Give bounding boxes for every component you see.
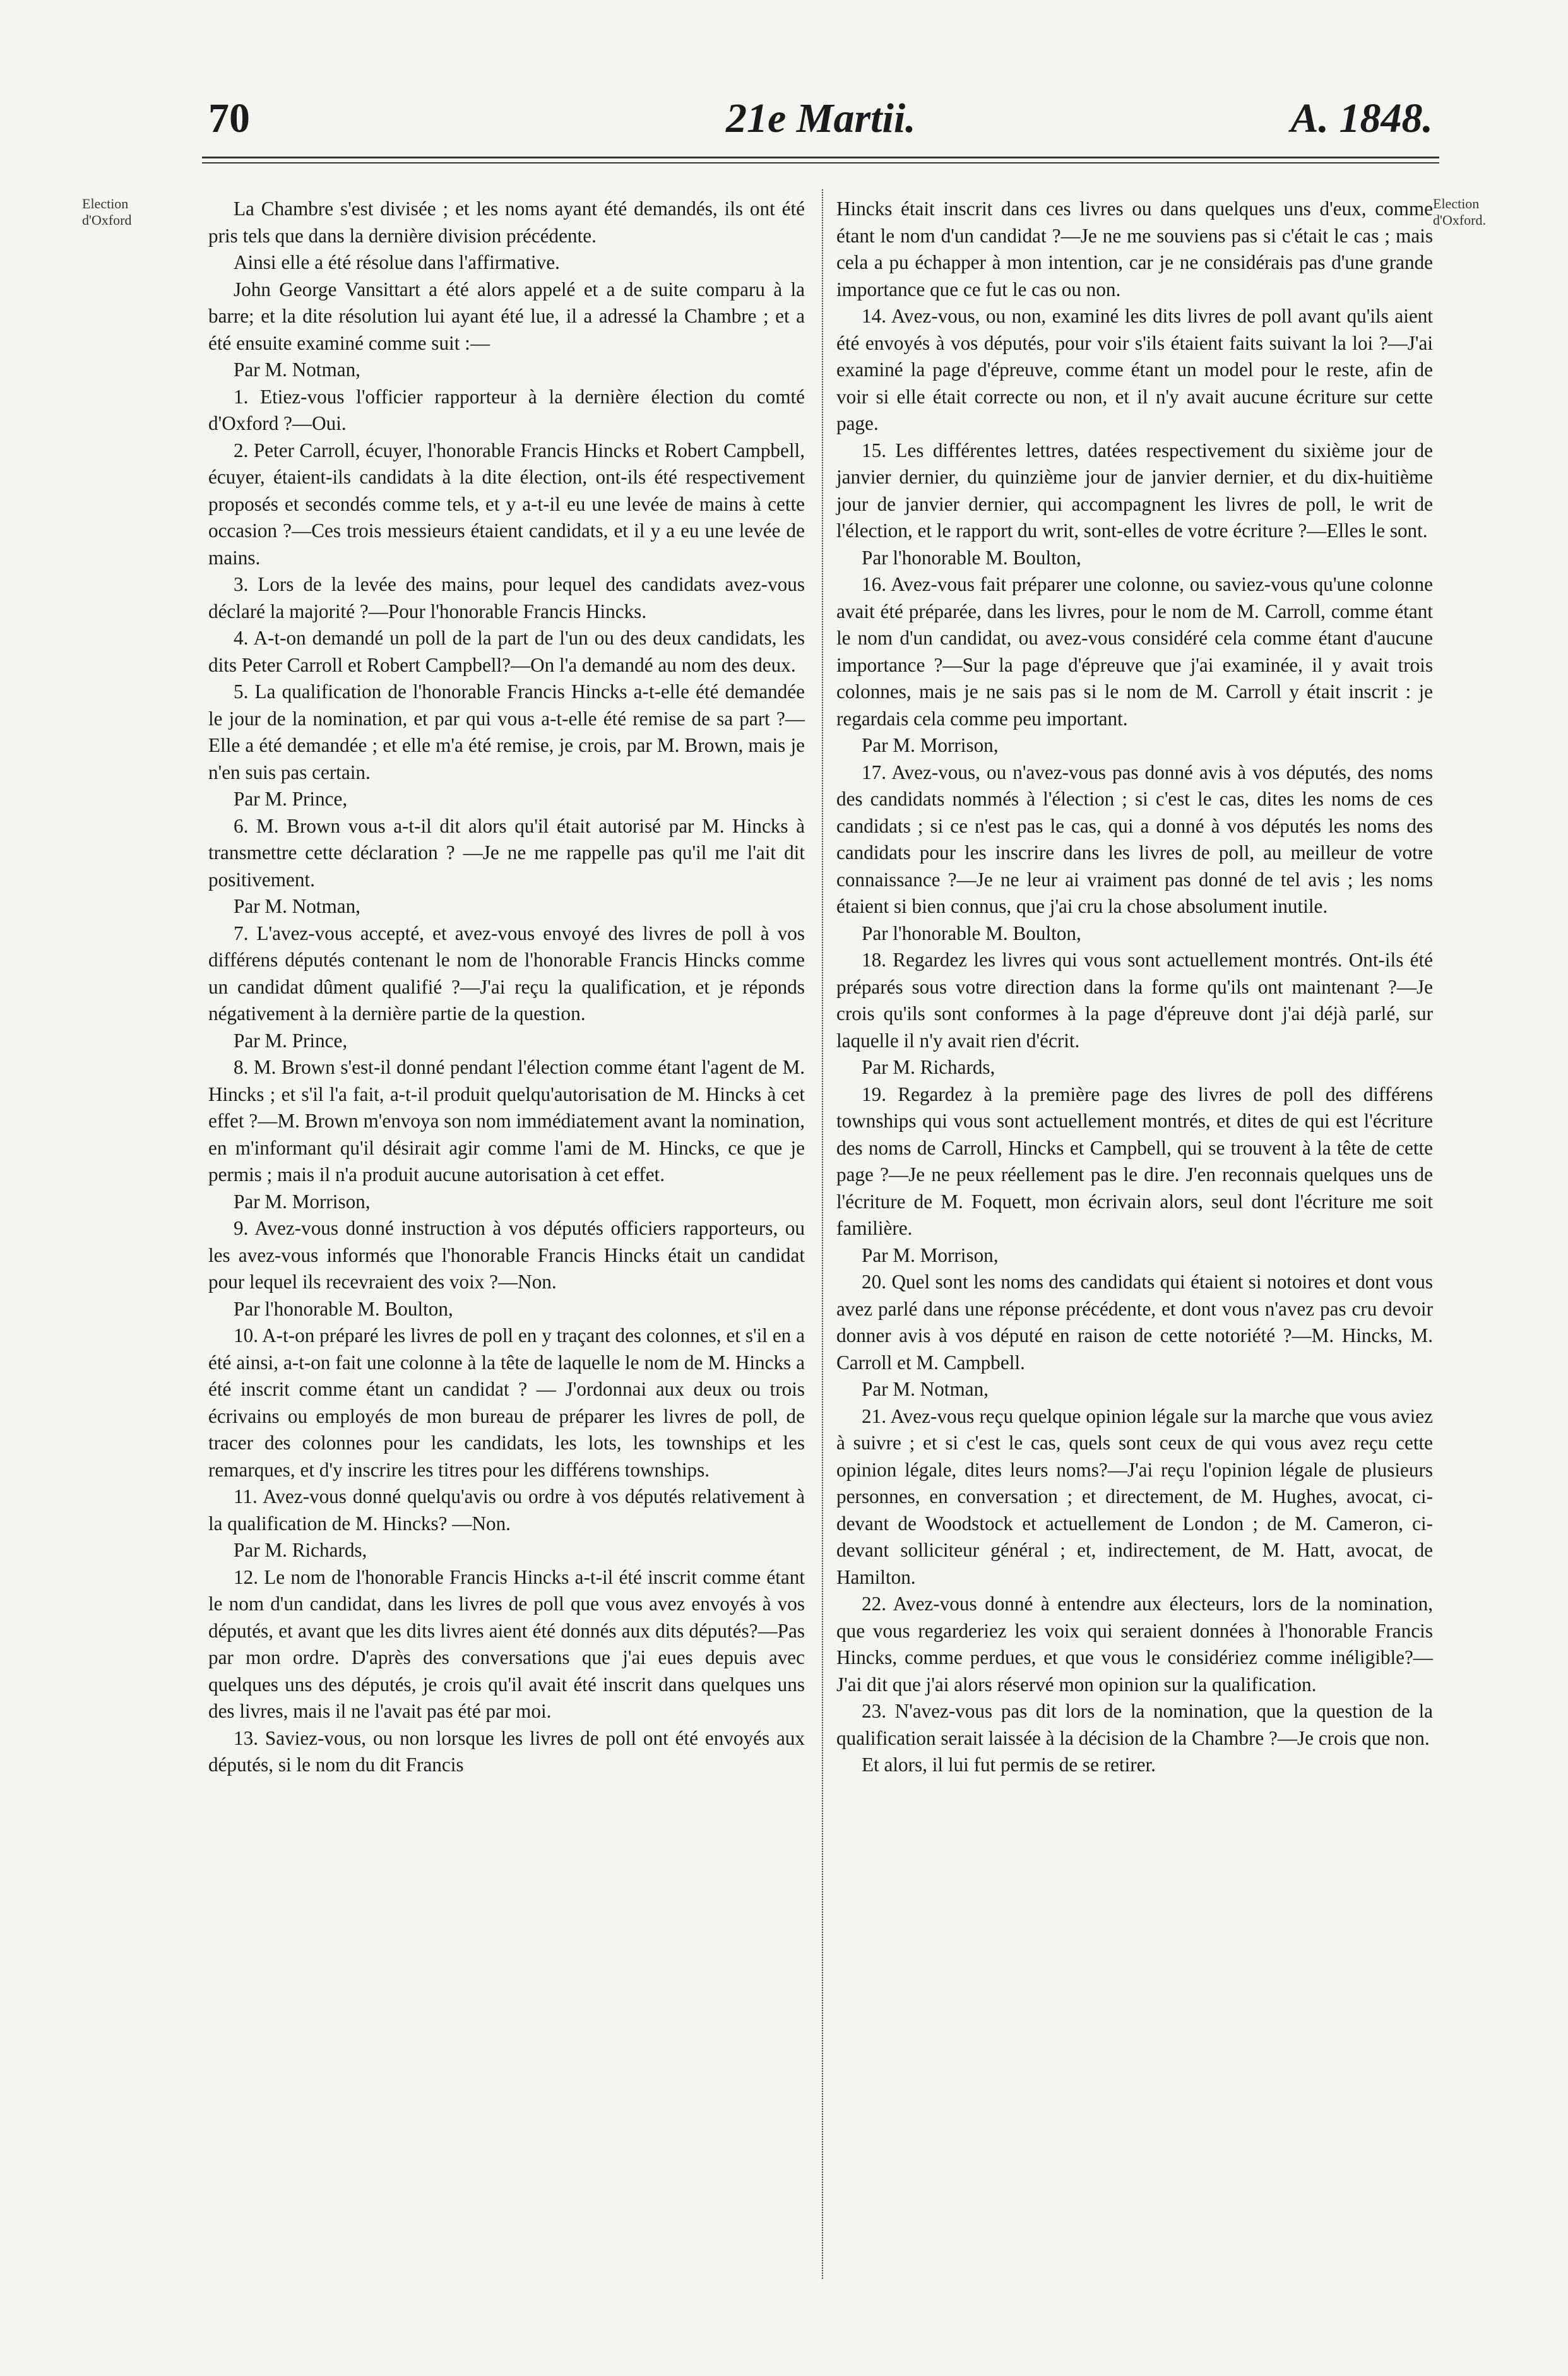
page-number: 70: [208, 95, 250, 141]
page-year: A. 1848.: [1290, 95, 1433, 141]
question: 6. M. Brown vous a-t-il dit alors qu'il était autorisé par M. Hincks à transmettre cette déclaration ? —Je ne me rappelle pas qu'il me l'ait dit positivement.: [208, 814, 805, 891]
speaker-line: Par l'honorable M. Boulton,: [862, 922, 1081, 944]
question: 8. M. Brown s'est-il donné pendant l'élection comme étant l'agent de M. Hincks ; et s'il l'a fait, a-t-il produit quelqu'autorisation de M. Hincks à cet effet ?—M. Brown m'envoya son nom immédiatement avant la nomination, en m'informant qu'il désirait agir comme l'ami de M. Hincks, ce que je permis ; mais il n'a produit aucune autorisation à cet effet.: [208, 1056, 805, 1185]
speaker-line: Par M. Morrison,: [862, 1244, 999, 1266]
left-column: [208, 196, 805, 1779]
paragraph: John George Vansittart a été alors appelé et a de suite comparu à la barre; et la dite résolution lui ayant été lue, il a adressé la Chambre ; et a été ensuite examiné comme suit :—: [208, 278, 805, 354]
header-rule: [202, 157, 1439, 163]
question: 23. N'avez-vous pas dit lors de la nomination, que la question de la qualification serait laissée à la décision de la Chambre ?—Je crois que non.: [836, 1700, 1433, 1749]
question: 15. Les différentes lettres, datées respectivement du sixième jour de janvier dernier, du quinzième jour de janvier dernier, et du dix-huitième jour de janvier dernier, qui accompagnent les livres de poll, le writ de l'élection, et le rapport du writ, sont-elles de votre écriture ?—Elles le sont.: [836, 439, 1433, 542]
column-divider: [822, 189, 823, 2279]
right-margin-note: Election d'Oxford.: [1433, 196, 1487, 228]
speaker-line: Par M. Notman,: [234, 895, 360, 917]
question: 14. Avez-vous, ou non, examiné les dits livres de poll avant qu'ils aient été envoyés à vos députés, pour voir s'ils étaient faits suivant la loi ?—J'ai examiné la page d'épreuve, comme étant un model pour le reste, afin de voir si elle était correcte ou non, et il n'y avait aucune écriture sur cette page.: [836, 305, 1433, 434]
paragraph: La Chambre s'est divisée ; et les noms ayant été demandés, ils ont été pris tels que dans la dernière division précédente.: [208, 198, 805, 247]
question: 4. A-t-on demandé un poll de la part de l'un ou des deux candidats, les dits Peter Carroll et Robert Campbell?—On l'a demandé au nom des deux.: [208, 627, 805, 676]
page-date: 21e Martii.: [726, 95, 916, 141]
paragraph: Hincks était inscrit dans ces livres ou dans quelques uns d'eux, comme étant le nom d'un candidat ?—Je ne me souviens pas si c'était le cas ; mais cela a pu échapper à mon intention, car je ne considérais pas d'une grande importance que ce fut le cas ou non.: [836, 198, 1433, 300]
speaker-line: Par M. Prince,: [234, 788, 348, 810]
paragraph: Ainsi elle a été résolue dans l'affirmative.: [234, 251, 560, 273]
page-header: [208, 95, 1433, 145]
question: 12. Le nom de l'honorable Francis Hincks a-t-il été inscrit comme étant le nom d'un candidat, dans les livres de poll que vous avez envoyés à vos députés, et avant que les dits livres aient été donnés aux dits députés?—Pas par mon ordre. D'après des conversations que j'ai eues depuis avec quelques uns des députés, je crois qu'il avait été inscrit dans quelques uns des livres, mais il ne l'avait pas été par moi.: [208, 1565, 805, 1722]
question: 5. La qualification de l'honorable Francis Hincks a-t-elle été demandée le jour de la nomination, et par qui vous a-t-elle été remise de sa part ?—Elle a été demandée ; et elle m'a été remise, je crois, par M. Brown, mais je n'en suis pas certain.: [208, 680, 805, 783]
question: 16. Avez-vous fait préparer une colonne, ou saviez-vous qu'une colonne avait été préparée, dans les livres, pour le nom de M. Carroll, comme étant le nom d'un candidat, ou avez-vous considéré cela comme étant d'aucune importance ?—Sur la page d'épreuve que j'ai examinée, il y avait trois colonnes, mais je ne sais pas si le nom de M. Carroll y était inscrit : je regardais cela comme peu important.: [836, 573, 1433, 730]
question: 7. L'avez-vous accepté, et avez-vous envoyé des livres de poll à vos différens députés contenant le nom de l'honorable Francis Hincks comme un candidat dûment qualifié ?—J'ai reçu la qualification, et je réponds négativement à la dernière partie de la question.: [208, 922, 805, 1025]
question: 20. Quel sont les noms des candidats qui étaient si notoires et dont vous avez parlé dans une réponse précédente, et dont vous n'avez pas cru devoir donner avis à vos député en raison de cette notoriété ?—M. Hincks, M. Carroll et M. Campbell.: [836, 1271, 1433, 1374]
speaker-line: Par M. Prince,: [234, 1029, 348, 1052]
question: 1. Etiez-vous l'officier rapporteur à la dernière élection du comté d'Oxford ?—Oui.: [208, 385, 805, 434]
left-margin-note: Election d'Oxford: [82, 196, 132, 228]
question: 3. Lors de la levée des mains, pour lequel des candidats avez-vous déclaré la majorité ?—Pour l'honorable Francis Hincks.: [208, 573, 805, 622]
speaker-line: Par M. Notman,: [862, 1378, 989, 1400]
question: 21. Avez-vous reçu quelque opinion légale sur la marche que vous aviez à suivre ; et si c'est le cas, quels sont ceux de qui vous avez reçu cette opinion légale, dites leurs noms?—J'ai reçu l'opinion légale de plusieurs personnes, en conversation ; et directement, de M. Hughes, avocat, ci-devant de Woodstock et actuellement de London ; de M. Cameron, ci-devant solliciteur général ; et, indirectement, de M. Hatt, avocat, de Hamilton.: [836, 1405, 1433, 1588]
question: 17. Avez-vous, ou n'avez-vous pas donné avis à vos députés, des noms des candidats nommés à l'élection ; si c'est le cas, dites les noms de ces candidats ; si ce n'est pas le cas, qui a donné à vos députés les noms des candidats pour les inscrire dans les livres de poll, au meilleur de votre connaissance ?—Je ne leur ai vraiment pas donné de tel avis ; les noms étaient si bien connus, que j'ai cru la chose absolument inutile.: [836, 761, 1433, 917]
question: 19. Regardez à la première page des livres de poll des différens townships qui vous sont actuellement montrés, et dites de qui est l'écriture des noms de Carroll, Hincks et Campbell, qui se trouvent à la tête de cette page ?—Je ne peux réellement pas le dire. J'en reconnais quelques uns de l'écriture de M. Foquett, mon écrivain alors, seul dont l'écriture me soit familière.: [836, 1083, 1433, 1239]
speaker-line: Par l'honorable M. Boulton,: [234, 1297, 453, 1320]
question: 2. Peter Carroll, écuyer, l'honorable Francis Hincks et Robert Campbell, écuyer, étaient-ils candidats à la dite élection, ont-ils été respectivement proposés et secondés comme tels, et y a-t-il eu une levée de mains à cette occasion ?—Ces trois messieurs étaient candidats, et il y a eu une levée de mains.: [208, 439, 805, 569]
question: 18. Regardez les livres qui vous sont actuellement montrés. Ont-ils été préparés sous votre direction dans la forme qu'ils ont maintenant ?—Je crois qu'ils sont conformes à la page d'épreuve dont j'ai déjà parlé, sur laquelle il n'y avait rien d'écrit.: [836, 949, 1433, 1052]
right-column: [836, 196, 1433, 1779]
speaker-line: Par M. Morrison,: [862, 734, 999, 756]
speaker-line: Par M. Richards,: [862, 1056, 995, 1078]
question: 22. Avez-vous donné à entendre aux électeurs, lors de la nomination, que vous regarderiez les voix qui seraient données à l'honorable Francis Hincks, comme perdues, et que vous le considériez comme inéligible?—J'ai dit que j'ai alors réservé mon opinion sur la qualification.: [836, 1593, 1433, 1696]
speaker-line: Par M. Notman,: [234, 359, 360, 381]
closing-line: Et alors, il lui fut permis de se retirer.: [862, 1754, 1156, 1776]
question: 9. Avez-vous donné instruction à vos députés officiers rapporteurs, ou les avez-vous informés que l'honorable Francis Hincks était un candidat pour lequel ils recevraient des voix ?—Non.: [208, 1217, 805, 1293]
speaker-line: Par M. Richards,: [234, 1539, 367, 1561]
question: 11. Avez-vous donné quelqu'avis ou ordre à vos députés relativement à la qualification de M. Hincks? —Non.: [208, 1485, 805, 1535]
question: 10. A-t-on préparé les livres de poll en y traçant des colonnes, et s'il en a été ainsi, a-t-on fait une colonne à la tête de laquelle le nom de M. Hincks a été inscrit comme étant un candidat ? — J'ordonnai aux deux ou trois écrivains ou employés de mon bureau de préparer les livres de poll, de tracer des colonnes pour les candidats, les lots, les townships et les remarques, et d'y inscrire les titres pour les différens townships.: [208, 1324, 805, 1481]
speaker-line: Par M. Morrison,: [234, 1190, 371, 1213]
question: 13. Saviez-vous, ou non lorsque les livres de poll ont été envoyés aux députés, si le nom du dit Francis: [208, 1726, 805, 1776]
speaker-line: Par l'honorable M. Boulton,: [862, 546, 1081, 569]
